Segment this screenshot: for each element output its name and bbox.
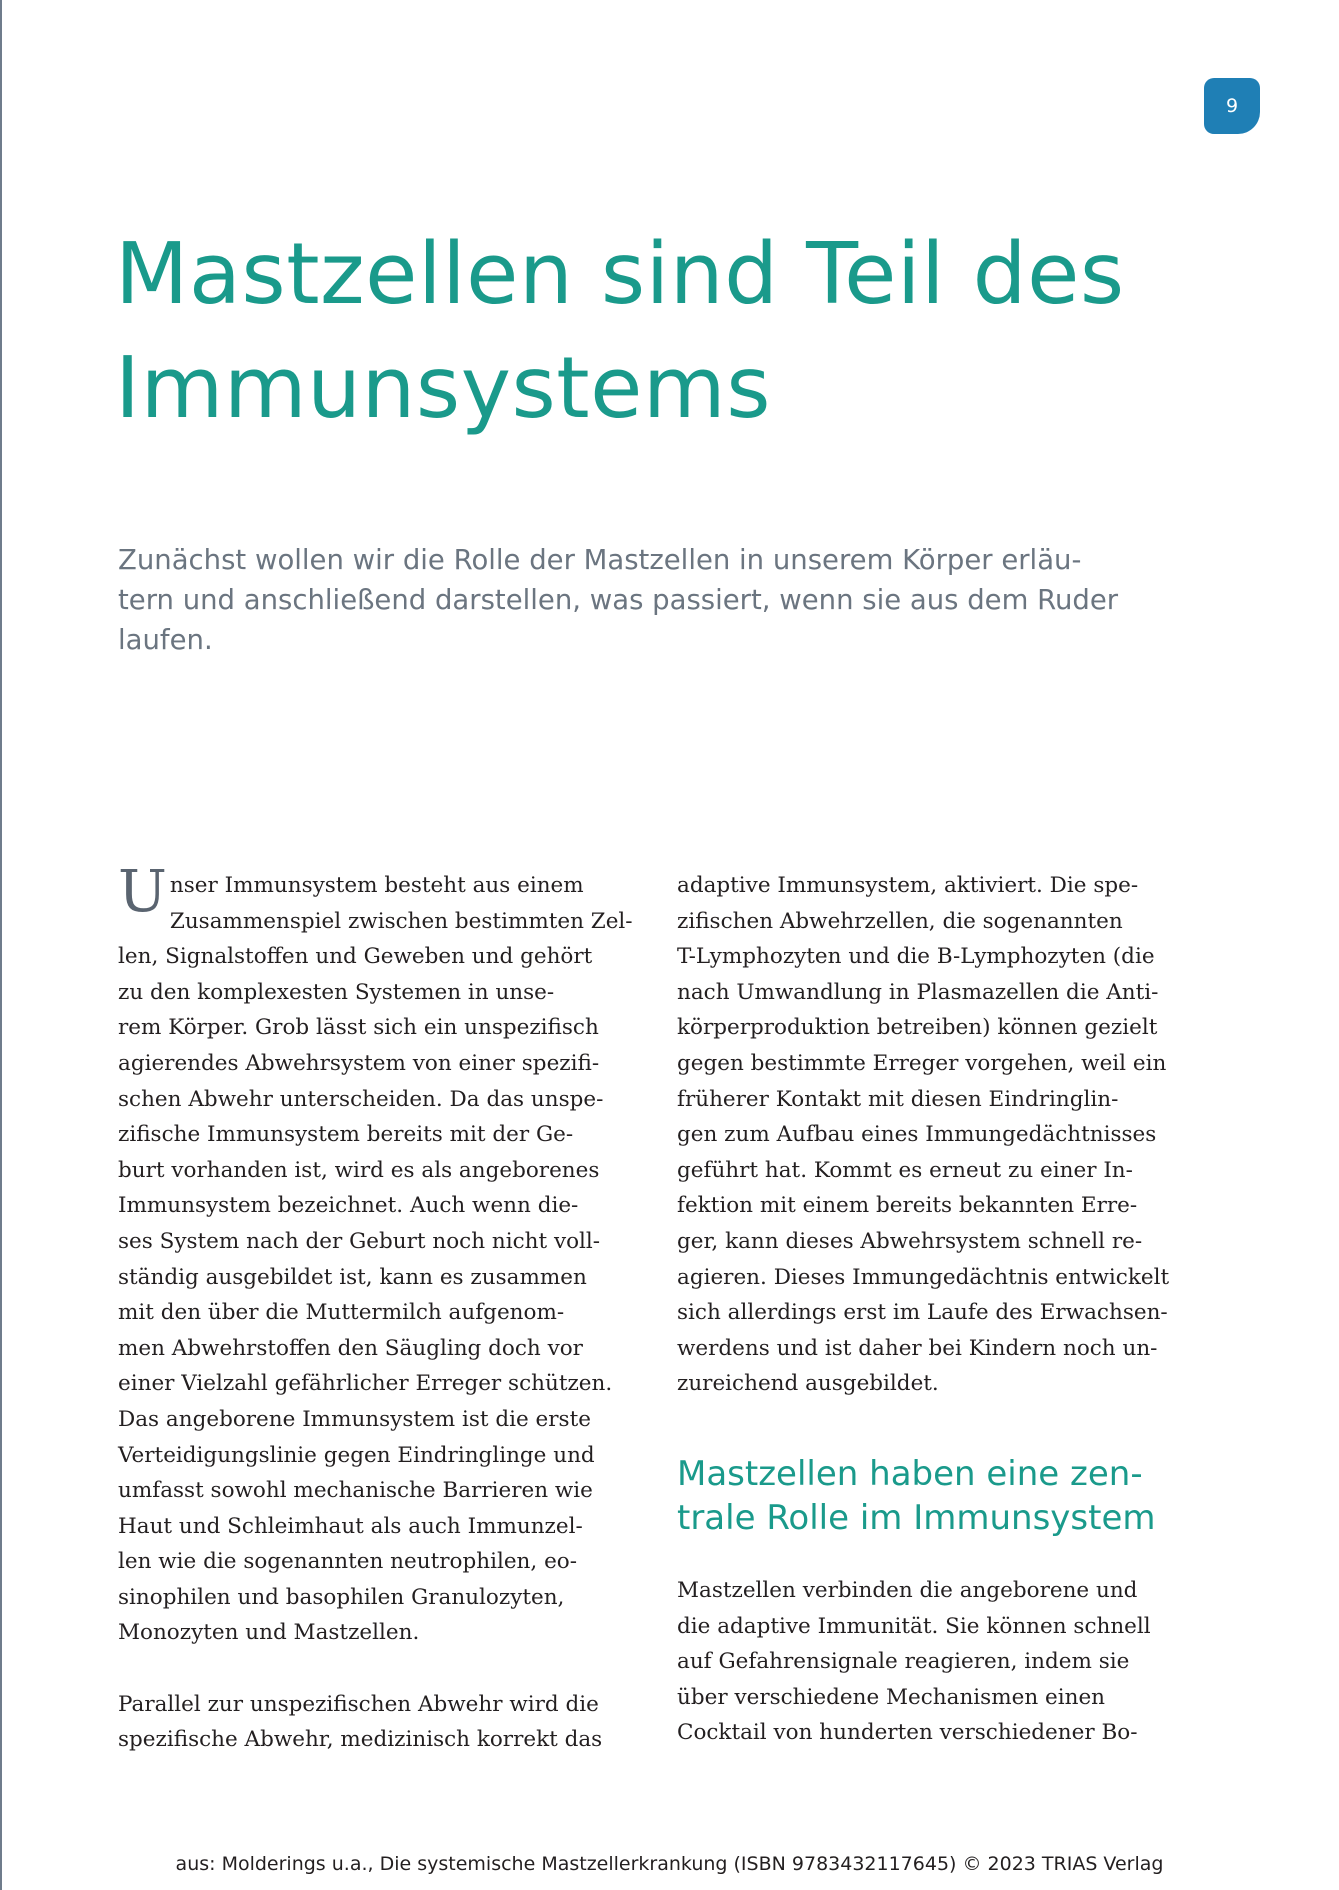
body-line: nser Immunsystem besteht aus einem <box>169 873 584 898</box>
body-line: ger, kann dieses Abwehrsystem schnell re- <box>677 1228 1143 1254</box>
lead-line: Zunächst wollen wir die Rolle der Mastzellen in unserem Körper erläu- <box>118 544 1082 576</box>
body-line: adaptive Immunsystem, aktiviert. Die spe- <box>677 873 1139 898</box>
body-line: zureichend ausgebildet. <box>677 1371 939 1397</box>
subheading-line: trale Rolle im Immunsystem <box>677 1497 1156 1538</box>
body-line: umfasst sowohl mechanische Barrieren wie <box>118 1478 593 1504</box>
body-line: Haut und Schleimhaut als auch Immunzel- <box>118 1513 583 1539</box>
body-line: len, Signalstoffen und Geweben und gehört <box>118 944 593 970</box>
body-line: mit den über die Muttermilch aufgenom- <box>118 1300 565 1326</box>
title-line: Immunsystems <box>115 339 771 438</box>
source-footer: aus: Molderings u.a., Die systemische Mastzellerkrankung (ISBN 9783432117645) © 2023 TRIAS Verlag <box>175 1853 1164 1875</box>
body-line: zu den komplexesten Systemen in unse- <box>118 979 555 1005</box>
body-line: Zusammenspiel zwischen bestimmten Zel- <box>169 908 633 934</box>
body-line: schen Abwehr unterscheiden. Da das unspe- <box>118 1086 604 1112</box>
body-line: Das angeborene Immunsystem ist die erste <box>118 1406 591 1432</box>
body-line: ständig ausgebildet ist, kann es zusammen <box>118 1264 587 1290</box>
body-line: gen zum Aufbau eines Immungedächtnisses <box>677 1122 1157 1148</box>
body-line: nach Umwandlung in Plasmazellen die Anti- <box>677 979 1159 1005</box>
body-line: sich allerdings erst im Laufe des Erwachsen- <box>677 1300 1168 1326</box>
body-line: ses System nach der Geburt noch nicht voll- <box>118 1228 601 1254</box>
body-line: körperproduktion betreiben) können gezielt <box>677 1015 1158 1041</box>
body-line: Verteidigungslinie gegen Eindringlinge und <box>118 1442 595 1468</box>
body-line: Cocktail von hunderten verschiedener Bo- <box>677 1720 1138 1746</box>
body-line: gegen bestimmte Erreger vorgehen, weil ein <box>677 1050 1167 1076</box>
body-line: fektion mit einem bereits bekannten Erre- <box>677 1193 1138 1219</box>
body-line: men Abwehrstoffen den Säugling doch vor <box>118 1335 583 1361</box>
body-line: die adaptive Immunität. Sie können schnell <box>677 1613 1151 1639</box>
body-line: len wie die sogenannten neutrophilen, eo- <box>118 1549 577 1575</box>
body-line: auf Gefahrensignale reagieren, indem sie <box>677 1649 1130 1675</box>
page-edge-rule <box>0 0 2 1890</box>
title-line: Mastzellen sind Teil des <box>115 225 1125 324</box>
body-line: rem Körper. Grob lässt sich ein unspezifisch <box>118 1015 599 1041</box>
body-paragraph <box>677 868 1197 1402</box>
left-column <box>118 857 638 1758</box>
body-line: burt vorhanden ist, wird es als angeborenes <box>118 1157 600 1183</box>
body-line: T-Lymphozyten und die B-Lymphozyten (die <box>677 944 1155 970</box>
paragraph-lines <box>118 904 638 1651</box>
body-line: Immunsystem bezeichnet. Auch wenn die- <box>118 1193 579 1219</box>
lead-line: tern und anschließend darstellen, was passiert, wenn sie aus dem Ruder <box>118 584 1119 616</box>
body-paragraph <box>677 1573 1197 1751</box>
body-line: agierendes Abwehrsystem von einer spezifi- <box>118 1050 600 1076</box>
right-column <box>677 868 1197 1751</box>
drop-cap: U <box>118 857 167 925</box>
lead-line: laufen. <box>118 624 213 656</box>
body-line: Mastzellen verbinden die angeborene und <box>677 1577 1138 1603</box>
page-title <box>115 218 1215 446</box>
subheading-line: Mastzellen haben eine zen- <box>677 1453 1143 1494</box>
body-line: werdens und ist daher bei Kindern noch un- <box>677 1335 1158 1361</box>
body-line: agieren. Dieses Immungedächtnis entwickelt <box>677 1264 1170 1290</box>
page-number-badge: 9 <box>1204 78 1260 134</box>
body-line: geführt hat. Kommt es erneut zu einer In- <box>677 1157 1133 1183</box>
body-line: zifische Immunsystem bereits mit der Ge- <box>118 1122 574 1148</box>
body-line: sinophilen und basophilen Granulozyten, <box>118 1584 565 1610</box>
body-paragraph <box>118 1687 638 1758</box>
section-subheading <box>677 1452 1197 1540</box>
lead-paragraph <box>118 540 1198 660</box>
body-line: über verschiedene Mechanismen einen <box>677 1684 1106 1710</box>
body-line: früherer Kontakt mit diesen Eindringlin- <box>677 1086 1119 1112</box>
body-line: spezifische Abwehr, medizinisch korrekt das <box>118 1727 603 1753</box>
body-line: Monozyten und Mastzellen. <box>118 1620 420 1646</box>
body-line: Parallel zur unspezifischen Abwehr wird die <box>118 1691 599 1717</box>
body-paragraph <box>118 857 638 1651</box>
body-line: einer Vielzahl gefährlicher Erreger schützen. <box>118 1371 613 1397</box>
body-line: zifischen Abwehrzellen, die sogenannten <box>677 908 1123 934</box>
